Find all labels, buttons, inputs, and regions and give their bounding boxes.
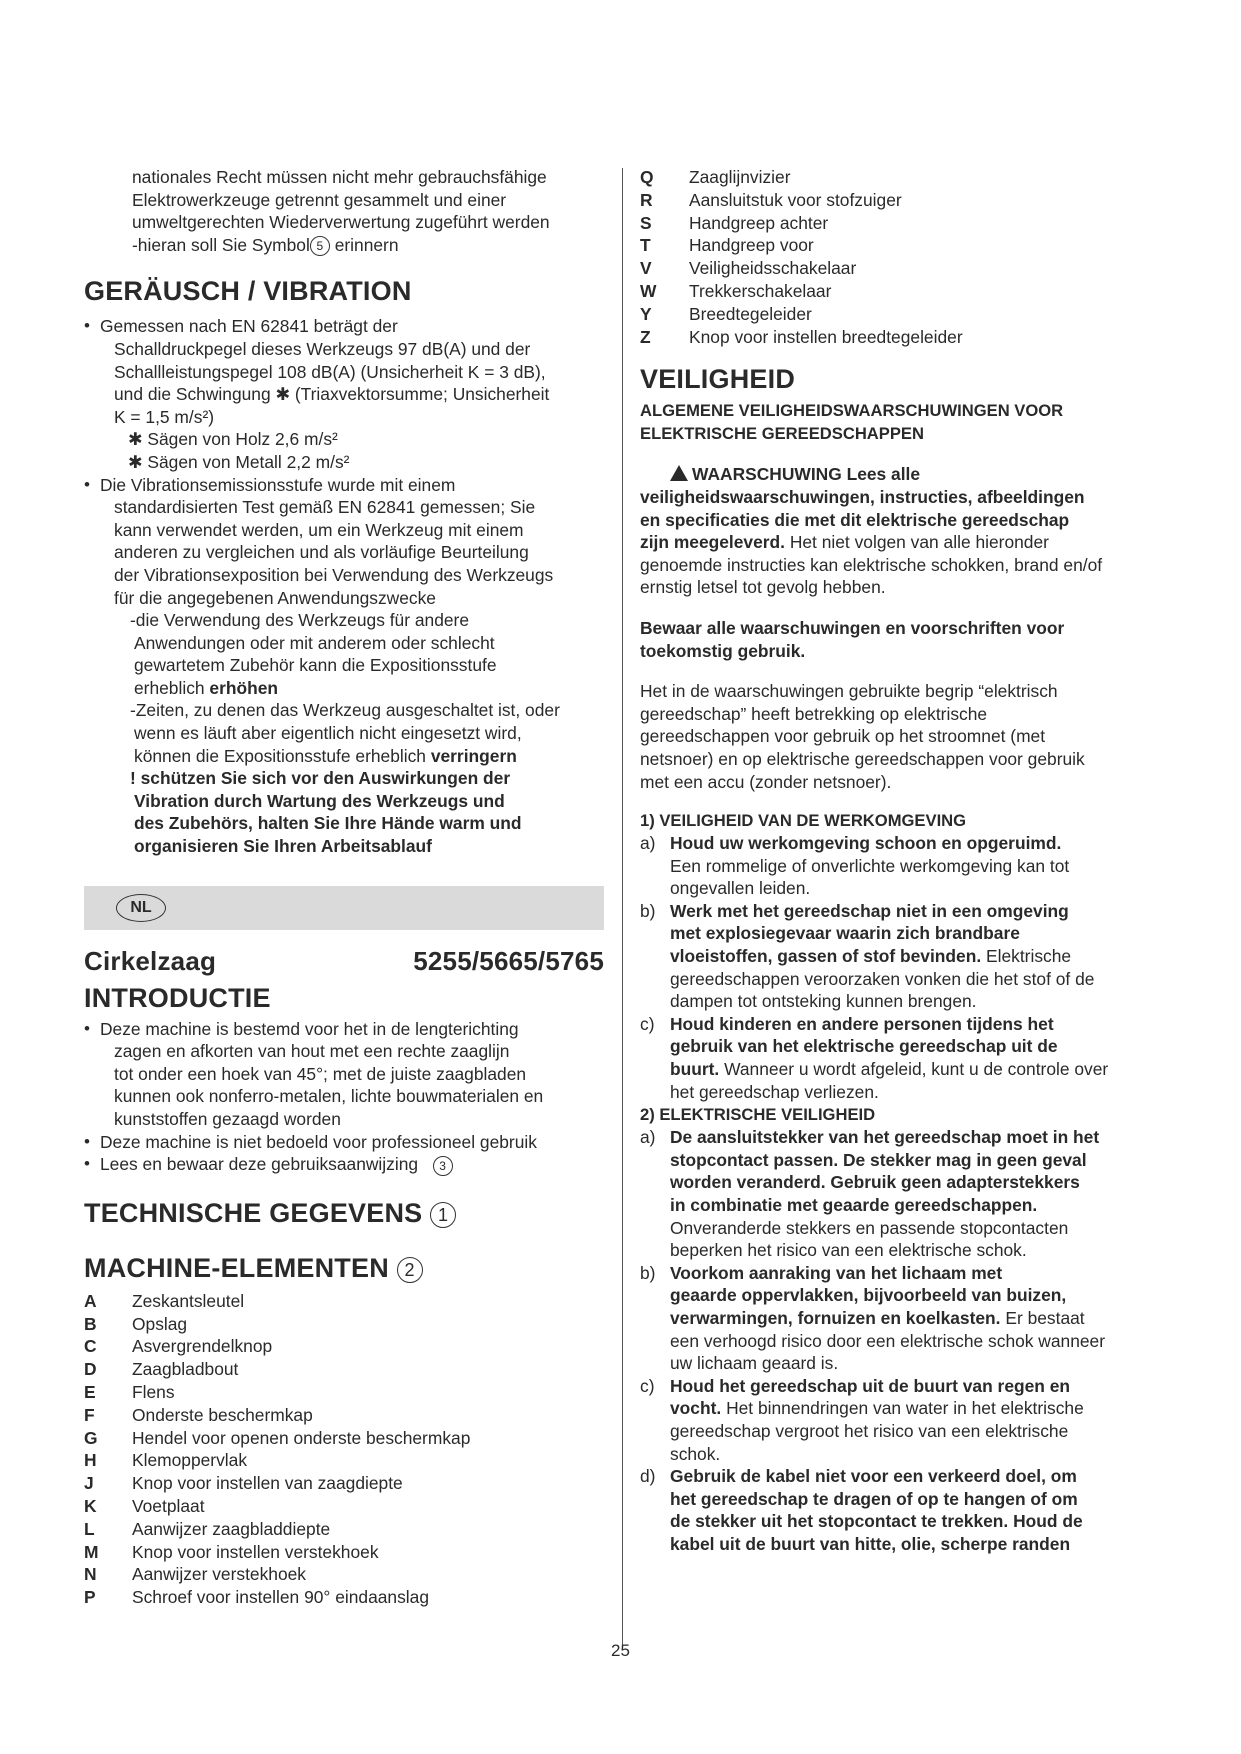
list-item: K Voetplaat [84, 1495, 205, 1516]
list-item: J Knop voor instellen van zaagdiepte [84, 1473, 403, 1494]
figure-ref-icon: 2 [397, 1257, 423, 1283]
list-item: V Veiligheidsschakelaar [640, 258, 857, 279]
list-item: L Aanwijzer zaagbladdiepte [84, 1518, 331, 1539]
vibration-warning: ! schützen Sie sich vor den Auswirkungen der Vibration durch Wartung des Werkzeugs und des Zubehörs, halten Sie Ihre Hände warm und organisieren Sie Ihren Arbeitsablauf [130, 768, 522, 857]
safety-subheading: ALGEMENE VEILIGHEIDSWAARSCHUWINGEN VOOR ELEKTRISCHE GEREEDSCHAPPEN [640, 401, 1064, 444]
section-1b: b) Werk met het gereedschap niet in een omgeving met explosiegevaar waarin zich brandbare vloeistoffen, gassen of stof bevinden. Elektrische gereedschappen veroorzaken vonken die het stof of de dampen tot ontsteking kunnen brengen. [640, 900, 1095, 1012]
list-item: E Flens [84, 1381, 175, 1402]
tech-heading: TECHNISCHE GEGEVENS 1 [84, 1198, 604, 1229]
noise-heading: GERÄUSCH / VIBRATION [84, 276, 412, 307]
figure-ref-icon: 3 [433, 1156, 453, 1176]
page-number: 25 [611, 1641, 630, 1660]
warning-icon [670, 465, 688, 481]
elements-list-left [84, 1290, 604, 1609]
intro-bullet-2: • Deze machine is niet bedoeld voor professioneel gebruik [84, 1131, 604, 1154]
noise-bullet-2: • Die Vibrationsemissionsstufe wurde mit einem standardisierten Test gemäß EN 62841 gemessen; Sie kann verwendet werden, um ein Werkzeug mit einem anderen zu vergleichen und als vorläufige Beurteilung der Vibrationsexposition bei Verwendung des Werkzeugs für die angegebenen Anwendungszwecke [84, 474, 604, 610]
intro-heading: INTRODUCTIE [84, 982, 271, 1013]
list-item: N Aanwijzer verstekhoek [84, 1564, 306, 1585]
list-item: H Klemoppervlak [84, 1450, 248, 1471]
section-1c: c) Houd kinderen en andere personen tijdens het gebruik van het elektrische gereedschap uit de buurt. Wanneer u wordt afgeleid, kunt u de controle over het gereedschap verliezen. [640, 1013, 1109, 1102]
noise-sub-2: -Zeiten, zu denen das Werkzeug ausgeschaltet ist, oder wenn es läuft aber eigentlich nicht eingesetzt wird, können die Expositionsstufe erheblich verringern [130, 700, 560, 766]
product-title-row [84, 946, 604, 977]
noise-bullet-1: • Gemessen nach EN 62841 beträgt der Schalldruckpegel dieses Werkzeugs 97 dB(A) und der Schallleistungspegel 108 dB(A) (Unsicherheit K = 3 dB), und die Schwingung ✱ (Triaxvektorsumme; Unsicherheit K = 1,5 m/s²) ✱ Sägen von Holz 2,6 m/s² ✱ Sägen von Metall 2,2 m/s² [84, 315, 604, 473]
elements-heading: MACHINE-ELEMENTEN 2 [84, 1253, 604, 1284]
language-badge: NL [116, 894, 166, 922]
list-item: B Opslag [84, 1313, 188, 1334]
section-2d: d) Gebruik de kabel niet voor een verkeerd doel, om het gereedschap te dragen of op te hangen of om de stekker uit het stopcontact te trekken. Houd de kabel uit de buurt van hitte, olie, scherpe randen [640, 1466, 1083, 1554]
list-item: P Schroef voor instellen 90° eindaanslag [84, 1587, 429, 1608]
symbol-ref-icon: 5 [310, 236, 330, 256]
list-item: Y Breedtegeleider [640, 303, 812, 324]
list-item: R Aansluitstuk voor stofzuiger [640, 189, 902, 210]
right-column [640, 166, 1160, 1556]
general-warning: WAARSCHUWING Lees alle veiligheidswaarschuwingen, instructies, afbeeldingen en specificaties die met dit elektrische gereedschap zijn meegeleverd. Het niet volgen van alle hieronder genoemde instructies kan elektrische schokken, brand en/of ernstig letsel tot gevolg hebben. [640, 464, 1103, 598]
section-2b: b) Voorkom aanraking van het lichaam met geaarde oppervlakken, bijvoorbeeld van buizen, verwarmingen, fornuizen en koelkasten. Er bestaat een verhoogd risico door een elektrische schok wanneer uw lichaam geaard is. [640, 1262, 1106, 1374]
list-item: W Trekkerschakelaar [640, 280, 832, 301]
section-2-heading: 2) ELEKTRISCHE VEILIGHEID [640, 1105, 876, 1125]
list-item: S Handgreep achter [640, 212, 829, 233]
intro-bullet-1: • Deze machine is bestemd voor het in de lengterichting zagen en afkorten van hout met een rechte zaaglijn tot onder een hoek van 45°; met de juiste zaagbladen kunnen ook nonferro-metalen, lichte bouwmaterialen en kunststoffen gezaagd worden [84, 1018, 604, 1131]
list-item: M Knop voor instellen verstekhoek [84, 1541, 379, 1562]
list-item: Z Knop voor instellen breedtegeleider [640, 326, 963, 347]
list-item: C Asvergrendelknop [84, 1336, 273, 1357]
keep-instructions: Bewaar alle waarschuwingen en voorschriften voor toekomstig gebruik. [640, 617, 1065, 661]
section-2a: a) De aansluitstekker van het gereedschap moet in het stopcontact passen. De stekker mag in geen geval worden veranderd. Gebruik geen adapterstekkers in combinatie met geaarde gereedschappen. Onveranderde stekkers en passende stopcontacten beperken het risico van een elektrische schok. [640, 1127, 1100, 1261]
column-divider [622, 168, 623, 1648]
term-definition: Het in de waarschuwingen gebruikte begrip “elektrisch gereedschap” heeft betrekking op elektrische gereedschappen voor gebruik op het stroomnet (met netsnoer) en op elektrische gereedschappen voor gebruik met een accu (zonder netsnoer). [640, 681, 1085, 792]
list-item: T Handgreep voor [640, 235, 814, 256]
model-number: 5255/5665/5765 [413, 945, 604, 976]
section-1a: a) Houd uw werkomgeving schoon en opgeruimd. Een rommelige of onverlichte werkomgeving kan tot ongevallen leiden. [640, 833, 1070, 899]
product-name: Cirkelzaag [84, 945, 217, 976]
elements-list-right [640, 166, 1160, 348]
list-item: D Zaagbladbout [84, 1359, 239, 1380]
left-column [84, 166, 604, 1609]
disposal-continuation: nationales Recht müssen nicht mehr gebrauchsfähige Elektrowerkzeuge getrennt gesammelt und einer umweltgerechten Wiederverwertung zugeführt werden -hieran soll Sie Symbol 5 erinnern [132, 167, 550, 255]
list-item: F Onderste beschermkap [84, 1404, 313, 1425]
section-1-heading: 1) VEILIGHEID VAN DE WERKOMGEVING [640, 811, 967, 831]
safety-heading: VEILIGHEID [640, 364, 796, 395]
language-bar [84, 886, 604, 930]
section-2c: c) Houd het gereedschap uit de buurt van regen en vocht. Het binnendringen van water in het elektrische gereedschap vergroot het risico van een elektrische schok. [640, 1375, 1084, 1464]
list-item: Q Zaaglijnvizier [640, 167, 791, 187]
noise-sub-1: -die Verwendung des Werkzeugs für andere Anwendungen oder mit anderem oder schlecht gewartetem Zubehör kann die Expositionsstufe erheblich erhöhen [130, 610, 497, 698]
figure-ref-icon: 1 [430, 1202, 456, 1228]
list-item: G Hendel voor openen onderste beschermkap [84, 1427, 471, 1448]
list-item: A Zeskantsleutel [84, 1290, 245, 1311]
intro-bullet-3: • Lees en bewaar deze gebruiksaanwijzing 3 [84, 1153, 604, 1176]
